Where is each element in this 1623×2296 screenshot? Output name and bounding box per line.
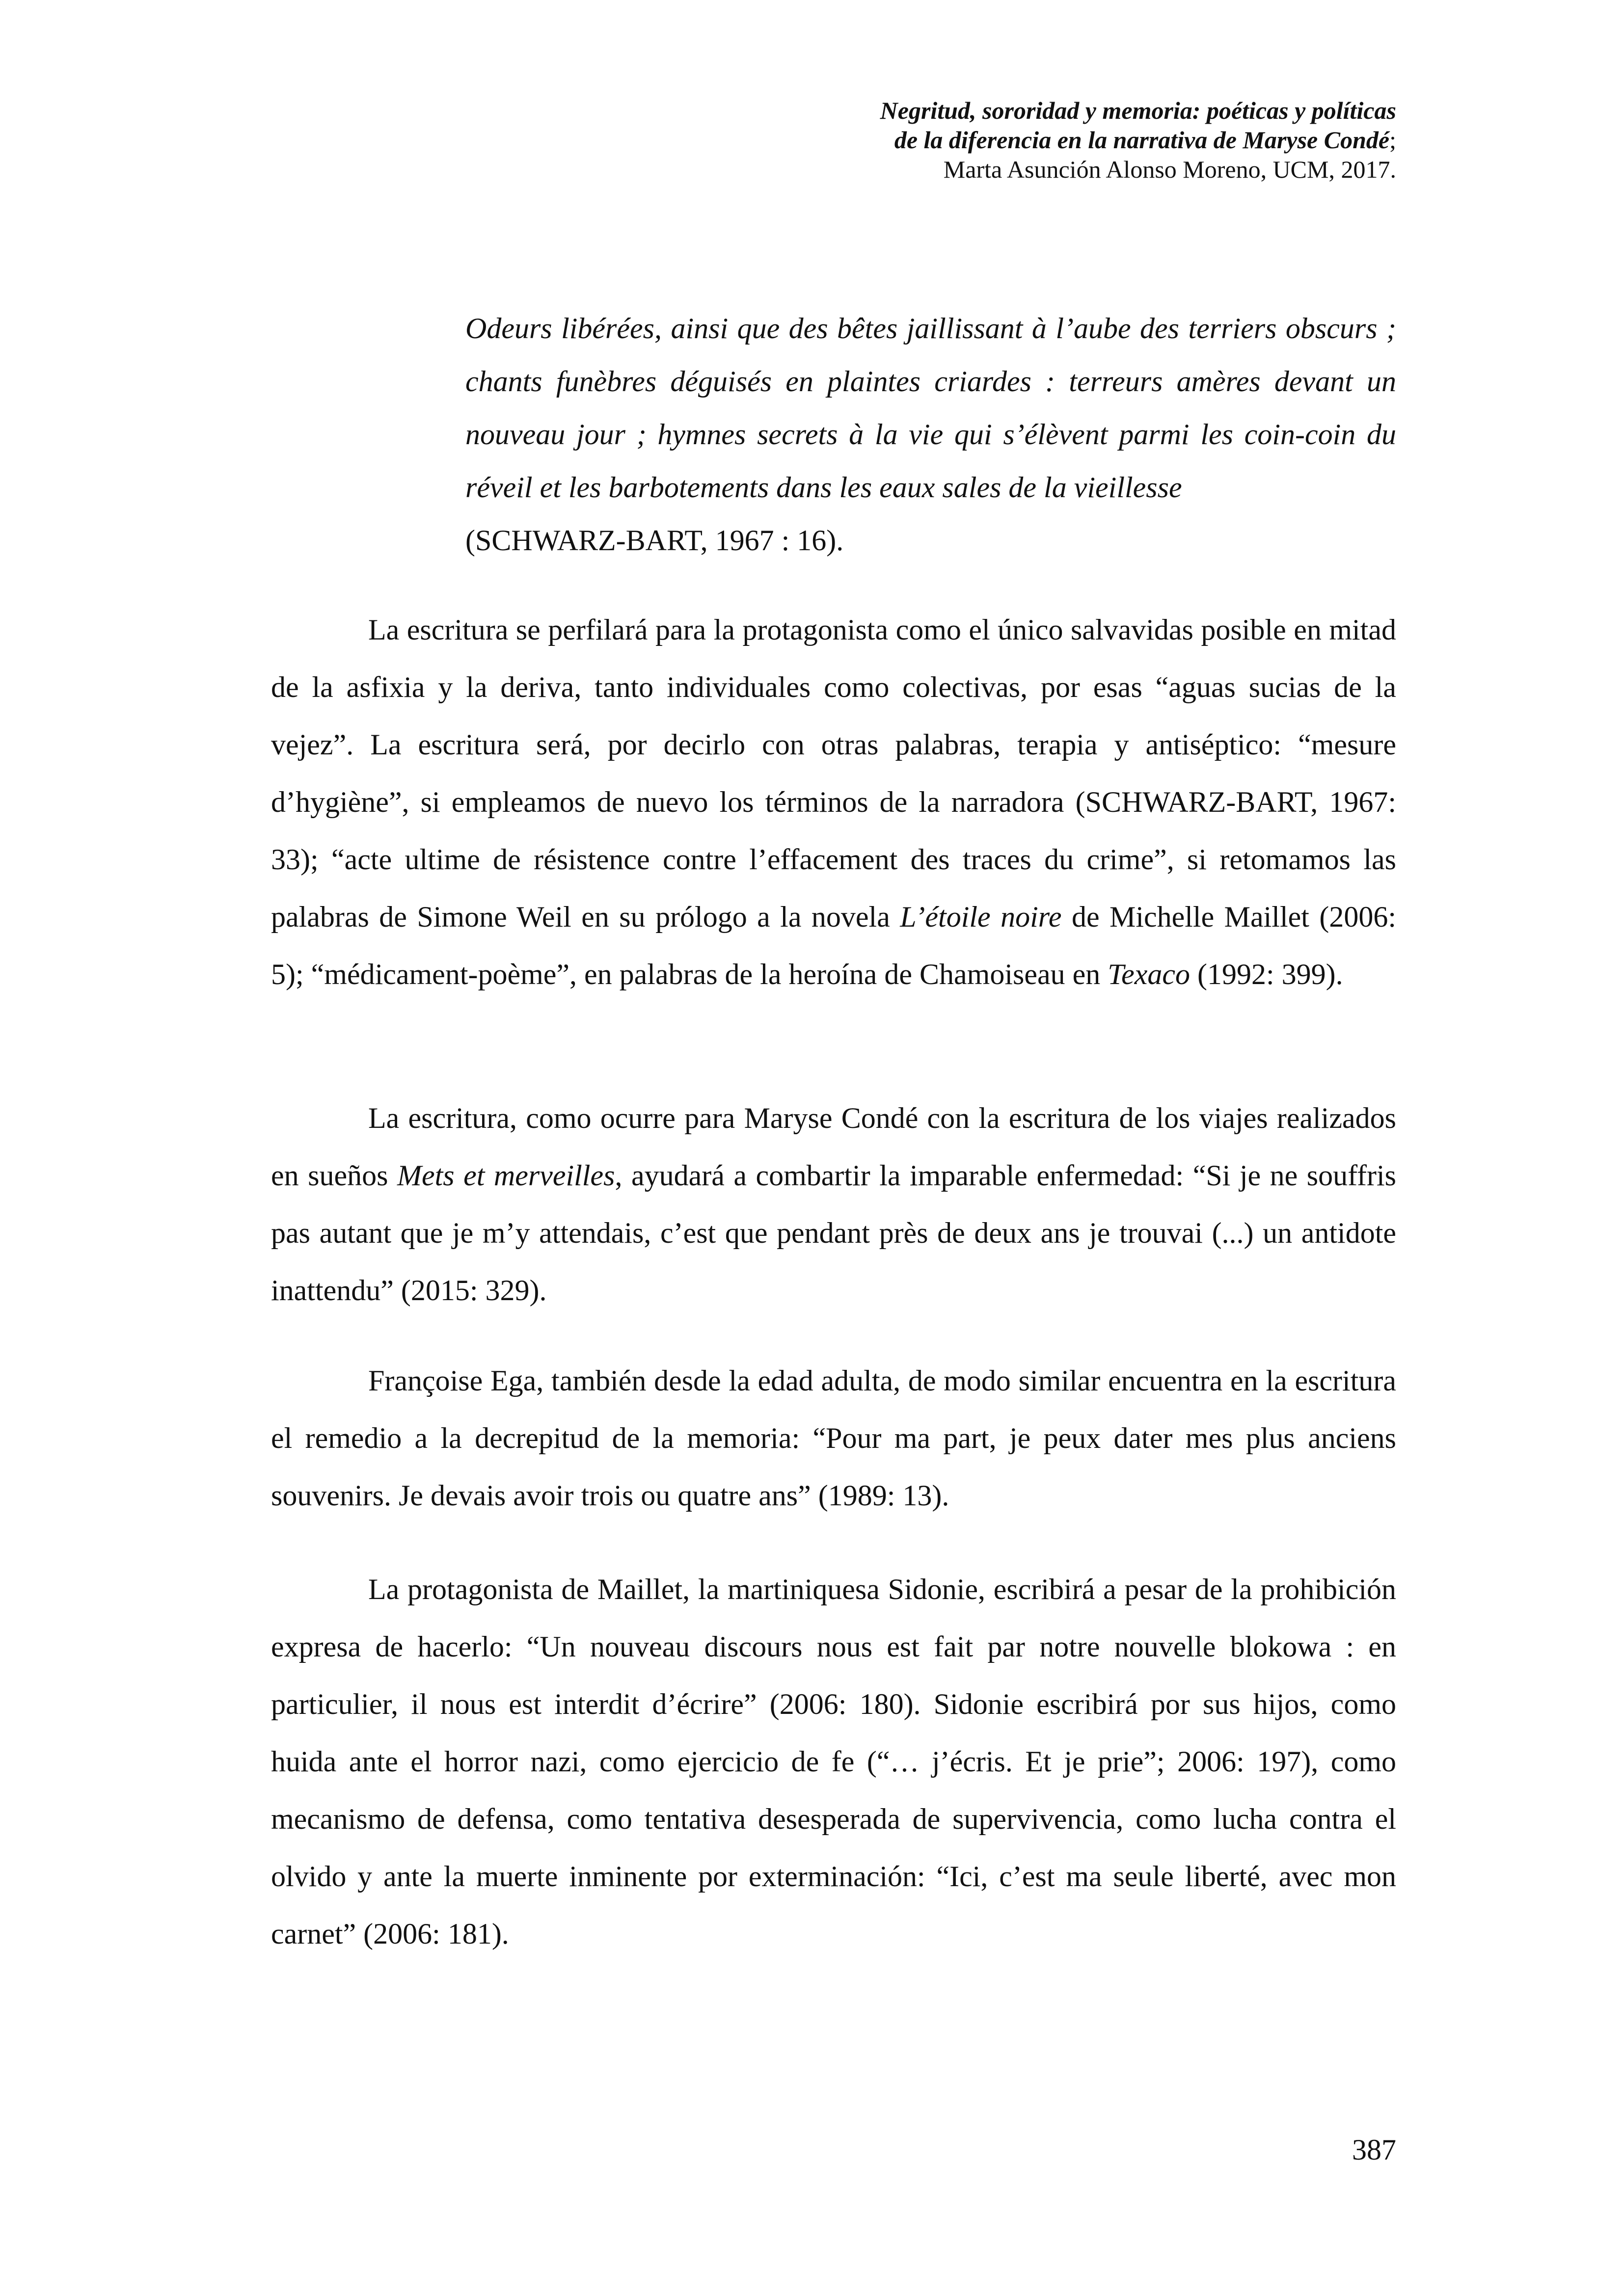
header-title-line-2-text: de la diferencia en la narrativa de Maryse Condé	[894, 126, 1390, 154]
paragraph-1-title-1: L’étoile noire	[900, 901, 1062, 933]
body-paragraph-4	[271, 1561, 1396, 1963]
paragraph-1-part-1: La escritura se perfilará para la protagonista como el único salvavidas posible en mitad de la asfixia y la deriva, tanto individuales como colectivas, por esas “aguas sucias de la vejez”. La escritura será, por decirlo con otras palabras, terapia y antiséptico: “mesure d’hygiène”, si empleamos de nuevo los términos de la narradora (SCHWARZ-BART, 1967: 33); “acte ultime de résistence contre l’effacement des traces du crime”, si retomamos las palabras de Simone Weil en su prólogo a la novela	[271, 614, 1396, 933]
page-number: 387	[1352, 2134, 1396, 2166]
paragraph-2-part-2: , ayudará a combartir la imparable enfermedad: “Si je ne souffris pas autant que je m’y attendais, c’est que pendant près de deux ans je trouvai (...) un antidote inattendu” (2015: 329).	[271, 1159, 1397, 1307]
body-paragraph-2	[271, 1090, 1396, 1319]
running-header	[660, 96, 1396, 184]
paragraph-4-text: La protagonista de Maillet, la martiniquesa Sidonie, escribirá a pesar de la prohibición expresa de hacerlo: “Un nouveau discours nous est fait par notre nouvelle blokowa : en particulier, il nous est interdit d’écrire” (2006: 180). Sidonie escribirá por sus hijos, como huida ante el horror nazi, como ejercicio de fe (“… j’écris. Et je prie”; 2006: 197), como mecanismo de defensa, como tentativa desesperada de supervivencia, como lucha contra el olvido y ante la muerte inminente por exterminación: “Ici, c’est ma seule liberté, avec mon carnet” (2006: 181).	[271, 1573, 1396, 1950]
body-paragraph-3	[271, 1352, 1396, 1524]
paragraph-2-title: Mets et merveilles	[397, 1159, 615, 1192]
paragraph-3-text: Françoise Ega, también desde la edad adulta, de modo similar encuentra en la escritura el remedio a la decrepitud de la memoria: “Pour ma part, je peux dater mes plus anciens souvenirs. Je devais avoir trois ou quatre ans” (1989: 13).	[271, 1364, 1396, 1512]
paragraph-2-part-1: La escritura, como ocurre para Maryse Condé con la escritura de los viajes realizados en sueños	[271, 1102, 1396, 1192]
paragraph-1-part-2: de Michelle Maillet (2006: 5); “médicament-poème”, en palabras de la heroína de Chamoiseau en	[271, 901, 1397, 990]
block-quote	[465, 302, 1396, 567]
block-quote-citation: (SCHWARZ-BART, 1967 : 16).	[465, 524, 844, 557]
paragraph-1-part-3: (1992: 399).	[1197, 958, 1343, 990]
paragraph-1-title-2: Texaco	[1108, 958, 1190, 990]
body-paragraph-1	[271, 601, 1396, 1003]
header-title-line-1: Negritud, sororidad y memoria: poéticas y políticas	[880, 97, 1396, 124]
header-author-line: Marta Asunción Alonso Moreno, UCM, 2017.	[943, 156, 1396, 183]
block-quote-text: Odeurs libérées, ainsi que des bêtes jaillissant à l’aube des terriers obscurs ; chants funèbres déguisés en plaintes criardes : terreurs amères devant un nouveau jour ; hymnes secrets à la vie qui s’élèvent parmi les coin-coin du réveil et les barbotements dans les eaux sales de la vieillesse	[465, 312, 1396, 504]
header-title-line-2	[660, 125, 1396, 155]
header-title-line-2-suffix: ;	[1389, 126, 1396, 154]
